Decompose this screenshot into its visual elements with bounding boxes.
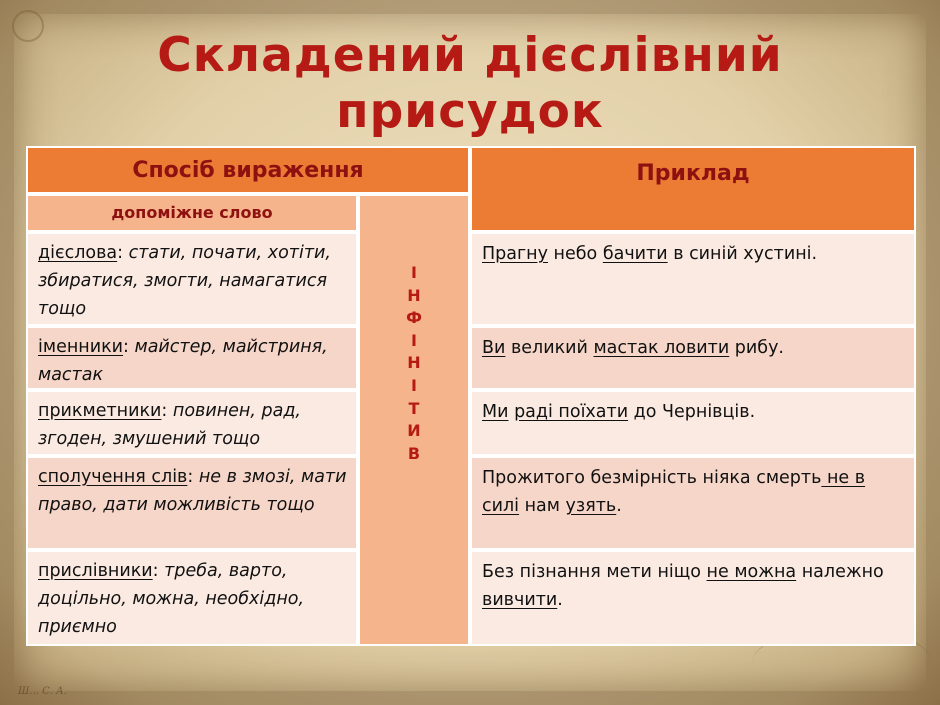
- example-predicate-part: Прагну: [482, 244, 548, 264]
- title-line-2: присудок: [336, 84, 604, 139]
- infinitive-letter: Т: [408, 398, 420, 418]
- example-predicate-part: раді поїхати: [514, 402, 629, 422]
- row-1-example: [470, 232, 916, 326]
- example-text: Прожитого безмірність ніяка смерть: [482, 468, 822, 488]
- infinitive-letter: І: [411, 263, 417, 282]
- example-text: в синій хустині.: [667, 244, 818, 264]
- header-example: Приклад: [470, 146, 916, 232]
- row-3-example: [470, 390, 916, 456]
- infinitive-letter: І: [411, 330, 417, 350]
- example-text: Без пізнання мети ніщо: [482, 562, 707, 582]
- method-term: прикметники: [38, 401, 162, 421]
- slide-title: [0, 28, 940, 140]
- example-text: .: [616, 496, 622, 516]
- infinitive-letter: В: [407, 443, 421, 463]
- example-text: великий: [505, 338, 594, 358]
- example-predicate-part: не можна: [706, 562, 797, 582]
- example-text: рибу.: [729, 338, 784, 358]
- method-term: сполучення слів: [38, 467, 188, 487]
- infinitive-letter: И: [407, 421, 421, 441]
- row-4-method: [26, 456, 358, 550]
- row-2-example: [470, 326, 916, 390]
- method-separator: :: [187, 467, 199, 487]
- header-method: Спосіб вираження: [26, 146, 470, 194]
- infinitive-letter: Н: [407, 353, 421, 373]
- title-line-1: Складений дієслівний: [157, 28, 783, 83]
- row-1-method: [26, 232, 358, 326]
- example-predicate-part: узять: [565, 496, 617, 516]
- example-text: належно: [796, 562, 884, 582]
- example-predicate-part: бачити: [602, 244, 668, 264]
- example-text: небо: [547, 244, 603, 264]
- infinitive-letter: Ф: [406, 308, 422, 328]
- example-predicate-part: мастак ловити: [593, 338, 730, 358]
- method-term: іменники: [38, 337, 124, 357]
- example-text: нам: [519, 496, 566, 516]
- author-signature: Ш... С. А.: [18, 686, 67, 697]
- example-text: .: [557, 590, 563, 610]
- example-predicate-part: вивчити: [482, 590, 558, 610]
- method-word-list: повинен, рад, згоден, змушений тощо: [38, 401, 301, 449]
- infinitive-column: [358, 194, 470, 646]
- example-predicate-part: Ви: [482, 338, 506, 358]
- method-separator: :: [161, 401, 173, 421]
- method-word-list: треба, варто, доцільно, можна, необхідно, приємно: [38, 561, 305, 637]
- method-word-list: не в змозі, мати право, дати можливість тощо: [38, 467, 347, 515]
- method-separator: :: [123, 337, 135, 357]
- method-separator: :: [152, 561, 165, 581]
- row-5-method: [26, 550, 358, 646]
- method-separator: :: [117, 243, 129, 263]
- example-predicate-part: не в силі: [482, 468, 866, 516]
- infinitive-letter: Н: [407, 285, 421, 305]
- row-5-example: [470, 550, 916, 646]
- method-term: дієслова: [38, 243, 118, 263]
- row-2-method: [26, 326, 358, 390]
- infinitive-letter: І: [411, 375, 417, 395]
- subheader-auxiliary-word: допоміжне слово: [26, 194, 358, 232]
- example-text: до Чернівців.: [628, 402, 756, 422]
- method-word-list: майстер, майстриня, мастак: [38, 337, 328, 385]
- method-word-list: стати, почати, хотіти, збиратися, змогти, намагатися тощо: [38, 243, 331, 319]
- method-term: прислівники: [38, 561, 153, 581]
- example-predicate-part: Ми: [482, 402, 509, 422]
- row-4-example: [470, 456, 916, 550]
- row-3-method: [26, 390, 358, 456]
